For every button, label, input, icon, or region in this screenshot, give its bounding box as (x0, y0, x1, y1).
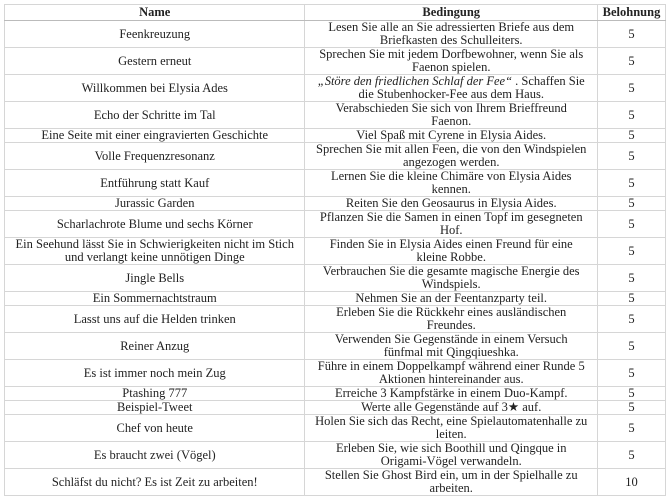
cell-name: Ein Seehund lässt Sie in Schwierigkeiten nicht im Stich und verlangt keine unnötigen Dinge (5, 238, 305, 265)
table-row (5, 265, 666, 292)
cell-name: Es braucht zwei (Vögel) (5, 442, 305, 469)
header-row (5, 5, 666, 21)
cell-name: Jurassic Garden (5, 197, 305, 211)
header-condition: Bedingung (305, 5, 598, 21)
cell-condition: Sprechen Sie mit jedem Dorfbewohner, wenn Sie als Faenon spielen. (305, 48, 598, 75)
cell-condition (305, 75, 598, 102)
condition-quote: „Störe den friedlichen Schlaf der Fee“ (317, 74, 513, 88)
cell-name: Entführung statt Kauf (5, 170, 305, 197)
cell-reward: 5 (597, 211, 665, 238)
table-row (5, 129, 666, 143)
table-row (5, 211, 666, 238)
achievements-table (4, 4, 666, 496)
cell-reward: 5 (597, 170, 665, 197)
table-row (5, 292, 666, 306)
cell-reward: 5 (597, 21, 665, 48)
cell-name: Willkommen bei Elysia Ades (5, 75, 305, 102)
cell-reward: 5 (597, 415, 665, 442)
cell-name: Ein Sommernachtstraum (5, 292, 305, 306)
cell-condition: Viel Spaß mit Cyrene in Elysia Aides. (305, 129, 598, 143)
cell-condition: Führe in einem Doppelkampf während einer Runde 5 Aktionen hintereinander aus. (305, 360, 598, 387)
cell-name: Reiner Anzug (5, 333, 305, 360)
table-row (5, 333, 666, 360)
cell-condition: Verabschieden Sie sich von Ihrem Brieffreund Faenon. (305, 102, 598, 129)
cell-condition: Pflanzen Sie die Samen in einen Topf im gesegneten Hof. (305, 211, 598, 238)
cell-reward: 5 (597, 265, 665, 292)
cell-name: Ptashing 777 (5, 387, 305, 401)
table-row (5, 238, 666, 265)
table-row (5, 387, 666, 401)
cell-name: Scharlachrote Blume und sechs Körner (5, 211, 305, 238)
cell-reward: 10 (597, 469, 665, 496)
table-row (5, 401, 666, 415)
cell-condition: Lesen Sie alle an Sie adressierten Briefe aus dem Briefkasten des Schulleiters. (305, 21, 598, 48)
table-row (5, 21, 666, 48)
cell-reward: 5 (597, 401, 665, 415)
table-row (5, 170, 666, 197)
cell-condition: Erleben Sie, wie sich Boothill und Qingque in Origami-Vögel verwandeln. (305, 442, 598, 469)
table-row (5, 197, 666, 211)
cell-condition: Erleben Sie die Rückkehr eines ausländischen Freundes. (305, 306, 598, 333)
cell-condition: Verwenden Sie Gegenstände in einem Versuch fünfmal mit Qingqiueshka. (305, 333, 598, 360)
table-row (5, 415, 666, 442)
cell-condition: Erreiche 3 Kampfstärke in einem Duo-Kampf. (305, 387, 598, 401)
header-reward: Belohnung (597, 5, 665, 21)
cell-reward: 5 (597, 442, 665, 469)
cell-condition: Nehmen Sie an der Feentanzparty teil. (305, 292, 598, 306)
cell-reward: 5 (597, 48, 665, 75)
cell-condition: Sprechen Sie mit allen Feen, die von den Windspielen angezogen werden. (305, 143, 598, 170)
cell-reward: 5 (597, 129, 665, 143)
cell-reward: 5 (597, 197, 665, 211)
cell-name: Eine Seite mit einer eingravierten Geschichte (5, 129, 305, 143)
cell-name: Volle Frequenzresonanz (5, 143, 305, 170)
cell-condition: Finden Sie in Elysia Aides einen Freund für eine kleine Robbe. (305, 238, 598, 265)
cell-name: Lasst uns auf die Helden trinken (5, 306, 305, 333)
table-row (5, 442, 666, 469)
cell-reward: 5 (597, 333, 665, 360)
cell-name: Gestern erneut (5, 48, 305, 75)
cell-reward: 5 (597, 306, 665, 333)
cell-reward: 5 (597, 387, 665, 401)
header-name: Name (5, 5, 305, 21)
cell-reward: 5 (597, 360, 665, 387)
cell-reward: 5 (597, 238, 665, 265)
table-row (5, 143, 666, 170)
cell-reward: 5 (597, 292, 665, 306)
table-row (5, 306, 666, 333)
table-row (5, 48, 666, 75)
table-row (5, 75, 666, 102)
cell-reward: 5 (597, 143, 665, 170)
table-row (5, 360, 666, 387)
cell-condition: Werte alle Gegenstände auf 3★ auf. (305, 401, 598, 415)
cell-name: Feenkreuzung (5, 21, 305, 48)
cell-condition: Reiten Sie den Geosaurus in Elysia Aides. (305, 197, 598, 211)
cell-name: Schläfst du nicht? Es ist Zeit zu arbeiten! (5, 469, 305, 496)
cell-name: Beispiel-Tweet (5, 401, 305, 415)
table-row (5, 102, 666, 129)
cell-condition: Holen Sie sich das Recht, eine Spielautomatenhalle zu leiten. (305, 415, 598, 442)
condition-text: . Schaffen Sie die Stubenhocker-Fee aus dem Haus. (358, 74, 585, 101)
table-row (5, 469, 666, 496)
cell-reward: 5 (597, 102, 665, 129)
cell-name: Chef von heute (5, 415, 305, 442)
cell-name: Es ist immer noch mein Zug (5, 360, 305, 387)
cell-reward: 5 (597, 75, 665, 102)
cell-condition: Stellen Sie Ghost Bird ein, um in der Spielhalle zu arbeiten. (305, 469, 598, 496)
cell-condition: Verbrauchen Sie die gesamte magische Energie des Windspiels. (305, 265, 598, 292)
cell-name: Jingle Bells (5, 265, 305, 292)
cell-name: Echo der Schritte im Tal (5, 102, 305, 129)
cell-condition: Lernen Sie die kleine Chimäre von Elysia Aides kennen. (305, 170, 598, 197)
